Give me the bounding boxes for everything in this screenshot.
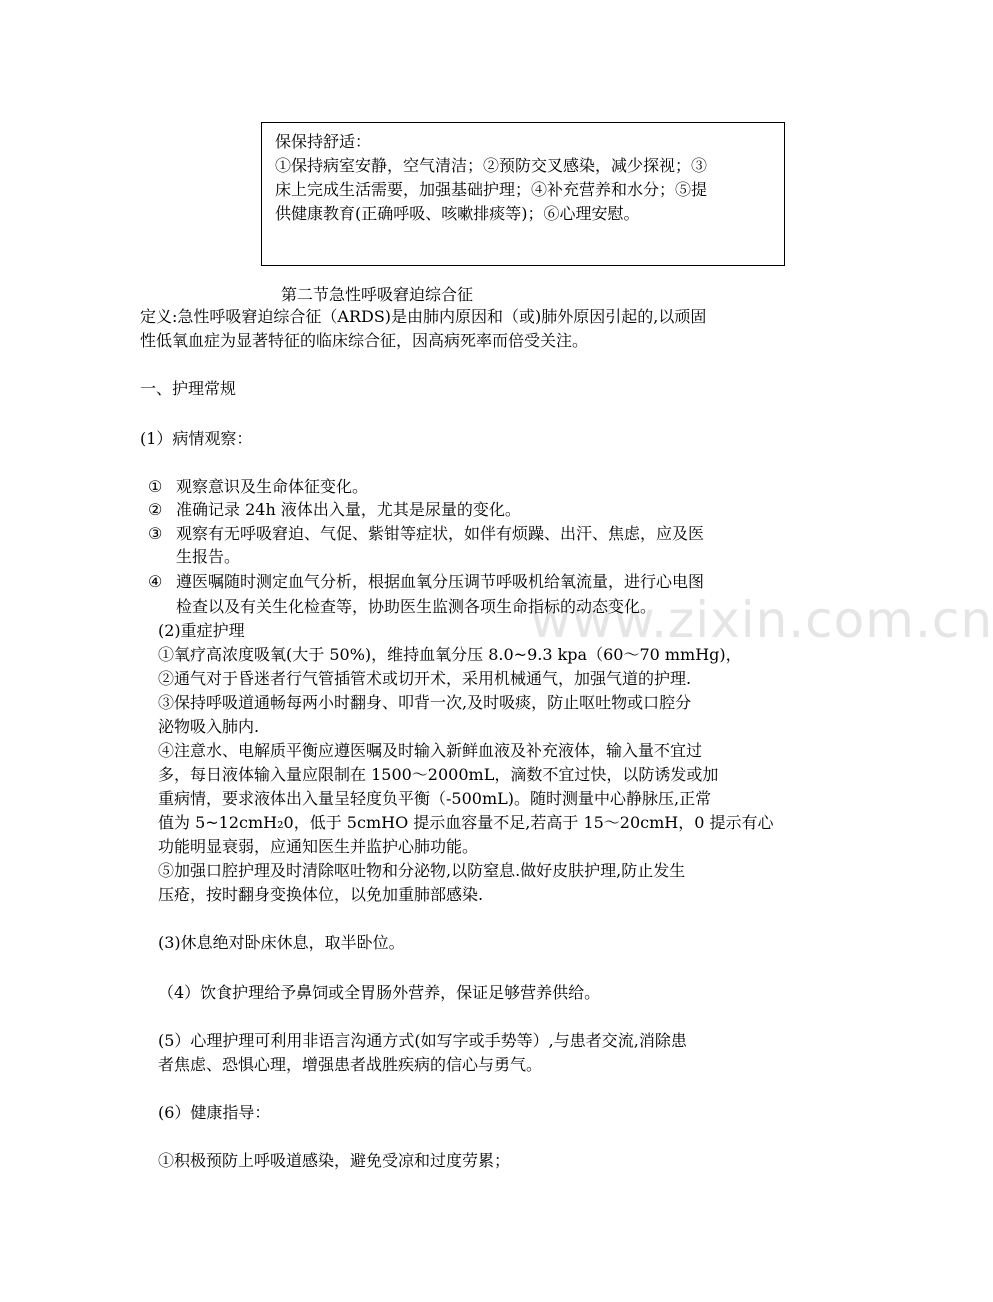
comfort-note-line: 床上完成生活需要，加强基础护理；④补充营养和水分；⑤提	[275, 180, 708, 199]
critical-care-line: 重病情，要求液体出入量呈轻度负平衡（-500mL)。随时测量中心静脉压,正常	[158, 789, 712, 808]
observation-item-text: 生报告。	[176, 547, 241, 566]
critical-care-line: 值为 5~12cmH₂0，低于 5cmHO 提示血容量不足,若高于 15～20cmH，0 提示有心	[158, 813, 774, 832]
critical-care-heading: (2)重症护理	[158, 621, 245, 640]
health-item: ①积极预防上呼吸道感染，避免受凉和过度劳累；	[158, 1151, 511, 1170]
part-one-heading: 一、护理常规	[140, 379, 237, 398]
observation-item-text: 观察意识及生命体征变化。	[176, 477, 369, 496]
observation-item-num: ③	[148, 524, 163, 543]
rest-paragraph: (3)休息绝对卧床休息，取半卧位。	[158, 933, 405, 952]
observation-item-text: 观察有无呼吸窘迫、气促、紫钳等症状，如伴有烦躁、出汗、焦虑，应及医	[176, 524, 705, 543]
observation-heading: (1）病情观察：	[140, 429, 253, 448]
section-title: 第二节急性呼吸窘迫综合征	[281, 285, 474, 304]
observation-item-num: ①	[148, 477, 163, 496]
psych-line: (5）心理护理可利用非语言沟通方式(如写字或手势等）,与患者交流,消除患	[158, 1031, 687, 1050]
observation-item-text: 检查以及有关生化检查等，协助医生监测各项生命指标的动态变化。	[176, 597, 657, 616]
diet-paragraph: （4）饮食护理给予鼻饲或全胃肠外营养，保证足够营养供给。	[158, 983, 601, 1002]
critical-care-line: 多，每日液体输入量应限制在 1500～2000mL，滴数不宜过快，以防诱发或加	[158, 765, 719, 784]
critical-care-line: 功能明显衰弱，应通知医生并监护心肺功能。	[158, 837, 479, 856]
critical-care-line: ⑤加强口腔护理及时清除呕吐物和分泌物,以防窒息.做好皮肤护理,防止发生	[158, 861, 686, 880]
comfort-note-line: ①保持病室安静，空气清洁；②预防交叉感染，减少探视；③	[275, 156, 708, 175]
critical-care-line: ④注意水、电解质平衡应遵医嘱及时输入新鲜血液及补充液体，输入量不宜过	[158, 741, 703, 760]
psych-line: 者焦虑、恐惧心理，增强患者战胜疾病的信心与勇气。	[158, 1055, 543, 1074]
critical-care-line: ②通气对于昏迷者行气管插管术或切开术，采用机械通气，加强气道的护理.	[158, 669, 692, 688]
comfort-note-title: 保保持舒适：	[275, 132, 372, 151]
comfort-note-line: 供健康教育(正确呼吸、咳嗽排痰等)；⑥心理安慰。	[275, 204, 640, 223]
critical-care-line: ③保持呼吸道通畅每两小时翻身、叩背一次,及时吸痰，防止呕吐物或口腔分	[158, 693, 692, 712]
watermark: www.zixin.com.cn	[530, 591, 993, 649]
definition-line: 定义:急性呼吸窘迫综合征（ARDS)是由肺内原因和（或)肺外原因引起的,以顽固	[140, 307, 707, 326]
critical-care-line: 泌物吸入肺内.	[158, 717, 260, 736]
observation-item-text: 准确记录 24h 液体出入量，尤其是尿量的变化。	[176, 500, 521, 519]
observation-item-num: ②	[148, 500, 163, 519]
definition-line: 性低氧血症为显著特征的临床综合征，因高病死率而倍受关注。	[140, 331, 589, 350]
critical-care-line: 压疮，按时翻身变换体位，以免加重肺部感染.	[158, 885, 484, 904]
critical-care-line: ①氧疗高浓度吸氧(大于 50%)，维持血氧分压 8.0~9.3 kpa（60～70 mmHg)，	[158, 645, 742, 664]
observation-item-num: ④	[148, 572, 163, 591]
health-heading: (6）健康指导：	[158, 1103, 271, 1122]
observation-item-text: 遵医嘱随时测定血气分析，根据血氧分压调节呼吸机给氧流量，进行心电图	[176, 572, 705, 591]
